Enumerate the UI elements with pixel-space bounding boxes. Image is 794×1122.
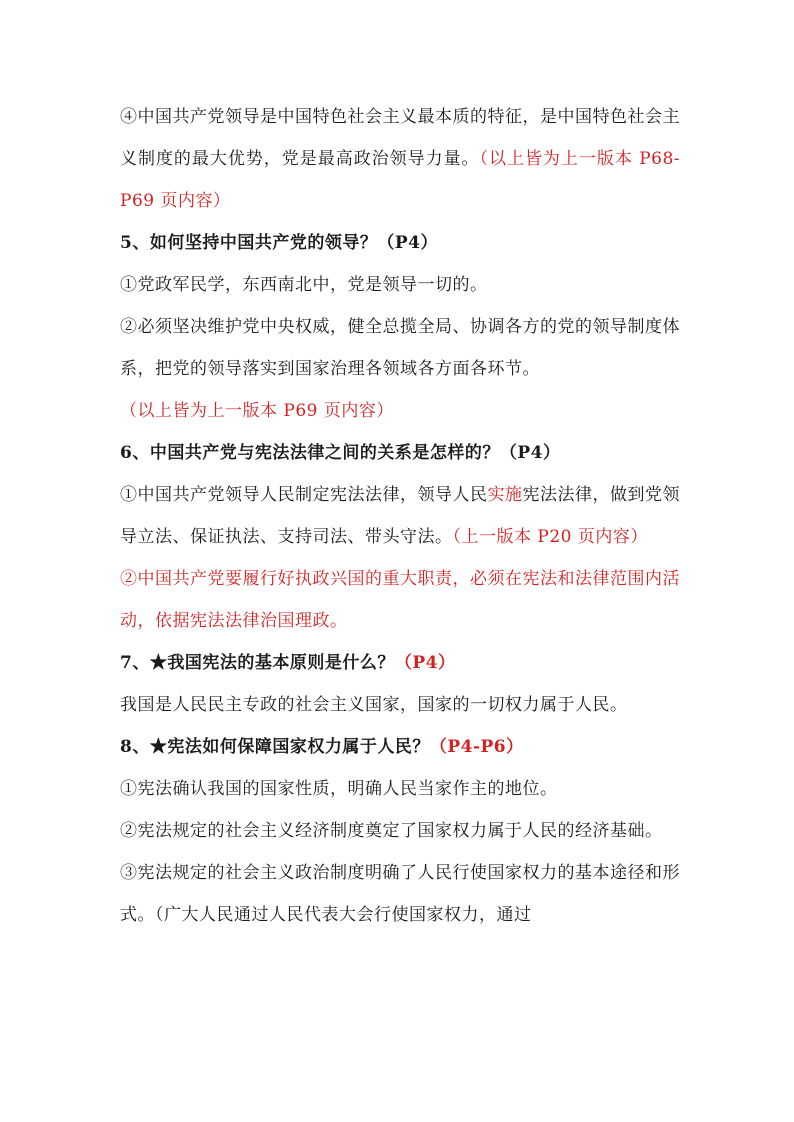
q6-item2: ②中国共产党要履行好执政兴国的重大职责，必须在宪法和法律范围内活动，依据宪法法律治国理政。 [120,569,680,631]
q6-item1-highlight: 实施 [487,485,523,505]
q7-page-ref: （P4） [394,653,456,673]
q8-item1: ①宪法确认我国的国家性质，明确人民当家作主的地位。 [120,779,558,799]
q4-item4-text: ④中国共产党领导是中国特色社会主义最本质的特征，是中国特色社会主义制度的最大优势，党是最高政治领导力量。 [120,107,680,169]
document-page [120,96,680,936]
q6-item1-part-b: 宪法法律，做到党领导立法、保证执法、支持司法、带头守法。 [120,485,680,547]
q7-title: 7、★我国宪法的基本原则是什么？ [120,653,395,673]
q5-item2: ②必须坚决维护党中央权威，健全总揽全局、协调各方的党的领导制度体系，把党的领导落实到国家治理各领域各方面各环节。 [120,317,680,379]
q8-item3: ③宪法规定的社会主义政治制度明确了人民行使国家权力的基本途径和形式。（广大人民通过人民代表大会行使国家权力，通过 [120,863,680,925]
q8-title: 8、★宪法如何保障国家权力属于人民？ [120,737,430,757]
q4-source-note: （以上皆为上一版本 P68-P69 页内容） [120,149,681,211]
question-5-heading: 5、如何坚持中国共产党的领导？（P4） [120,233,438,253]
q6-item1-part-a: ①中国共产党领导人民制定宪法法律，领导人民 [120,485,488,505]
question-8-heading [120,726,680,768]
question-7-heading [120,642,680,684]
q5-item1: ①党政军民学，东西南北中，党是领导一切的。 [120,275,488,295]
q8-page-ref: （P4-P6） [429,737,524,757]
question-6-heading: 6、中国共产党与宪法法律之间的关系是怎样的？（P4） [120,443,561,463]
q8-item2: ②宪法规定的社会主义经济制度奠定了国家权力属于人民的经济基础。 [120,821,663,841]
q5-source-note: （以上皆为上一版本 P69 页内容） [120,401,394,421]
q6-item1 [120,474,680,558]
q7-answer: 我国是人民民主专政的社会主义国家，国家的一切权力属于人民。 [120,695,628,715]
q6-item1-source-note: （上一版本 P20 页内容） [452,527,648,547]
paragraph-q4-item4 [120,96,680,222]
